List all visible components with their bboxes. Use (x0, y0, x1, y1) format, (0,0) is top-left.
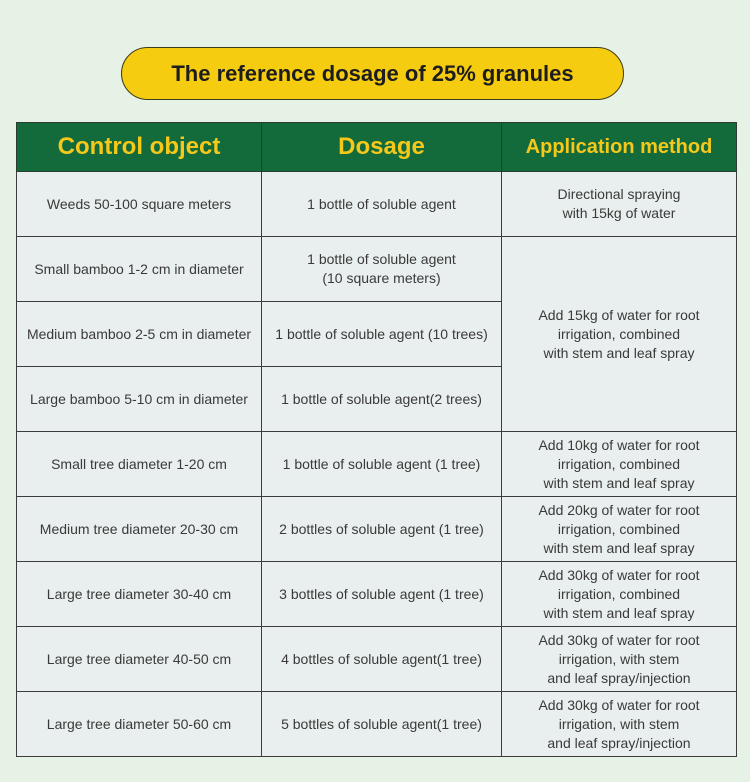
application-method-cell: Directional spraying with 15kg of water (502, 172, 737, 237)
control-object-cell: Small tree diameter 1-20 cm (17, 432, 262, 497)
table-row (17, 562, 737, 627)
page-title: The reference dosage of 25% granules (121, 47, 624, 100)
application-method-cell: Add 30kg of water for root irrigation, with stem and leaf spray/injection (502, 627, 737, 692)
dosage-table (16, 122, 737, 757)
application-method-cell: Add 30kg of water for root irrigation, combined with stem and leaf spray (502, 562, 737, 627)
control-object-cell: Large bamboo 5-10 cm in diameter (17, 367, 262, 432)
dosage-cell: 2 bottles of soluble agent (1 tree) (262, 497, 502, 562)
dosage-cell: 5 bottles of soluble agent(1 tree) (262, 692, 502, 757)
dosage-cell: 1 bottle of soluble agent (10 square meters) (262, 237, 502, 302)
table-row (17, 172, 737, 237)
table-row (17, 497, 737, 562)
control-object-cell: Weeds 50-100 square meters (17, 172, 262, 237)
table-header-row (17, 123, 737, 172)
dosage-cell: 3 bottles of soluble agent (1 tree) (262, 562, 502, 627)
header-application-method: Application method (502, 123, 737, 172)
application-method-cell: Add 15kg of water for root irrigation, combined with stem and leaf spray (502, 237, 737, 432)
header-control-object: Control object (17, 123, 262, 172)
dosage-cell: 4 bottles of soluble agent(1 tree) (262, 627, 502, 692)
control-object-cell: Medium tree diameter 20-30 cm (17, 497, 262, 562)
application-method-cell: Add 20kg of water for root irrigation, combined with stem and leaf spray (502, 497, 737, 562)
control-object-cell: Large tree diameter 30-40 cm (17, 562, 262, 627)
header-dosage: Dosage (262, 123, 502, 172)
table-row (17, 692, 737, 757)
table-row (17, 432, 737, 497)
dosage-cell: 1 bottle of soluble agent (10 trees) (262, 302, 502, 367)
application-method-cell: Add 30kg of water for root irrigation, with stem and leaf spray/injection (502, 692, 737, 757)
control-object-cell: Large tree diameter 50-60 cm (17, 692, 262, 757)
application-method-cell: Add 10kg of water for root irrigation, combined with stem and leaf spray (502, 432, 737, 497)
table-row (17, 627, 737, 692)
control-object-cell: Medium bamboo 2-5 cm in diameter (17, 302, 262, 367)
dosage-cell: 1 bottle of soluble agent (262, 172, 502, 237)
control-object-cell: Large tree diameter 40-50 cm (17, 627, 262, 692)
dosage-cell: 1 bottle of soluble agent (1 tree) (262, 432, 502, 497)
control-object-cell: Small bamboo 1-2 cm in diameter (17, 237, 262, 302)
table-row (17, 237, 737, 302)
dosage-cell: 1 bottle of soluble agent(2 trees) (262, 367, 502, 432)
